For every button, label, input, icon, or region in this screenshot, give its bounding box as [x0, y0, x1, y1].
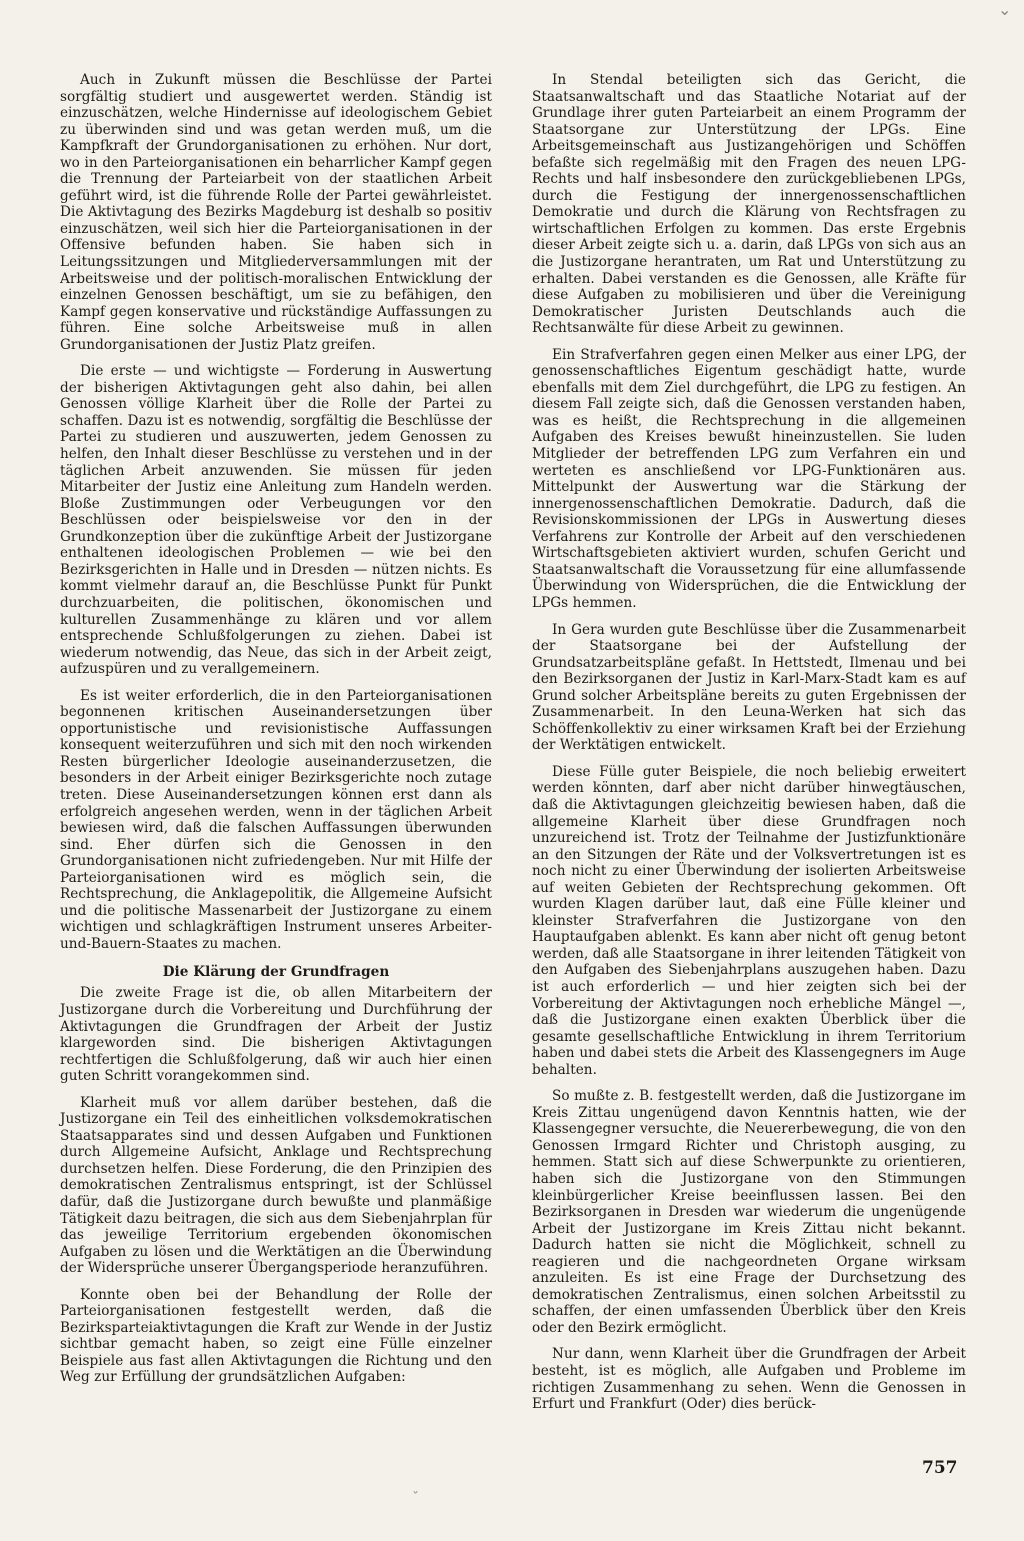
left-column	[60, 72, 492, 1396]
paragraph: Es ist weiter erforderlich, die in den Parteiorganisationen begonnenen kritischen Auseinandersetzungen über opportunistische und revisionistische Auffassungen konsequent weiterzuführen und sich mit den noch wirkenden Resten bürgerlicher Ideologie auseinanderzusetzen, die besonders in der Arbeit einiger Bezirksgerichte noch zutage treten. Diese Auseinandersetzungen können erst dann als erfolgreich angesehen werden, wenn in der täglichen Arbeit bewiesen wird, daß die falschen Auffassungen überwunden sind. Eher dürfen sich die Genossen in den Grundorganisationen nicht zufriedengeben. Nur mit Hilfe der Parteiorganisationen wird es möglich sein, die Rechtsprechung, die Anklagepolitik, die Allgemeine Aufsicht und die politische Massenarbeit der Justizorgane zu einem wichtigen und schlagkräftigen Instrument unseres Arbeiter-und-Bauern-Staates zu machen.	[60, 687, 492, 952]
paragraph: Diese Fülle guter Beispiele, die noch beliebig erweitert werden könnten, darf aber nicht darüber hinwegtäuschen, daß die Aktivtagungen gleichzeitig bewiesen haben, daß die allgemeine Klarheit über diese Grundfragen noch unzureichend ist. Trotz der Teilnahme der Justizfunktionäre an den Sitzungen der Räte und der Volksvertretungen ist es noch nicht zu einer Überwindung der isolierten Arbeitsweise auf weiten Gebieten der Rechtsprechung gekommen. Oft wurden Klagen darüber laut, daß eine Fülle kleiner und kleinster Strafverfahren die Justizorgane von den Hauptaufgaben ablenkt. Es kann aber nicht oft genug betont werden, daß alle Staatsorgane in ihrer leitenden Tätigkeit von den Aufgaben des Siebenjahrplans auszugehen haben. Dazu ist auch erforderlich — und hier zeigten sich bei der Vorbereitung der Aktivtagungen noch erhebliche Mängel —, daß die Justizorgane einen exakten Überblick über die gesamte gesellschaftliche Entwicklung in ihrem Territorium haben und dabei stets die Arbeit des Klassengegners im Auge behalten.	[532, 763, 966, 1078]
paragraph: Klarheit muß vor allem darüber bestehen, daß die Justizorgane ein Teil des einheitlichen volksdemokratischen Staatsapparates sind und dessen Aufgaben und Funktionen durch Allgemeine Aufsicht, Anklage und Rechtsprechung durchsetzen helfen. Diese Forderung, die den Prinzipien des demokratischen Zentralismus entspringt, ist der Schlüssel dafür, daß die Justizorgane durch bewußte und planmäßige Tätigkeit dazu beitragen, die sich aus dem Siebenjahrplan für das jeweilige Territorium ergebenden ökonomischen Aufgaben zu lösen und die Werktätigen an die Überwindung der Widersprüche unserer Übergangsperiode heranzuführen.	[60, 1094, 492, 1277]
scan-mark-icon: ˇ	[412, 1490, 419, 1506]
paragraph: Konnte oben bei der Behandlung der Rolle der Parteiorganisationen festgestellt werden, daß die Bezirksparteiaktivtagungen die Kraft zur Wende in der Justiz sichtbar gemacht haben, so zeigt eine Fülle einzelner Beispiele aus fast allen Aktivtagungen die Richtung und den Weg zur Erfüllung der grundsätzlichen Aufgaben:	[60, 1286, 492, 1386]
page-number: 757	[922, 1458, 958, 1478]
right-column	[532, 72, 966, 1423]
paragraph: Ein Strafverfahren gegen einen Melker aus einer LPG, der genossenschaftliches Eigentum geschädigt hatte, wurde ebenfalls mit dem Ziel durchgeführt, die LPG zu festigen. An diesem Fall zeigte sich, daß die Genossen verstanden haben, was es heißt, die Rechtsprechung in die allgemeinen Aufgaben des Kreises bewußt hineinzustellen. Sie luden Mitglieder der betreffenden LPG zum Verfahren ein und werteten es anschließend vor LPG-Funktionären aus. Mittelpunkt der Auswertung war die Stärkung der innergenossenschaftlichen Demokratie. Dadurch, daß die Revisionskommissionen der LPGs in Auswertung dieses Verfahrens zur Kontrolle der Arbeit auf den verschiedenen Wirtschaftsgebieten aktiviert wurden, schufen Gericht und Staatsanwaltschaft die Voraussetzung für eine allumfassende Überwindung von Widersprüchen, die die Entwicklung der LPGs hemmen.	[532, 346, 966, 611]
scan-mark-icon: ⌄	[998, 0, 1012, 19]
paragraph: In Gera wurden gute Beschlüsse über die Zusammenarbeit der Staatsorgane bei der Aufstellung der Grundsatzarbeitspläne gefaßt. In Hettstedt, Ilmenau und bei den Bezirksorganen der Justiz in Karl-Marx-Stadt kam es auf Grund solcher Arbeitspläne bereits zu guten Ergebnissen der Zusammenarbeit. In den Leuna-Werken hat sich das Schöffenkollektiv zu einer wirksamen Kraft bei der Erziehung der Werktätigen entwickelt.	[532, 621, 966, 754]
paragraph: So mußte z. B. festgestellt werden, daß die Justizorgane im Kreis Zittau ungenügend davon Kenntnis hatten, wie der Klassengegner versuchte, die Neuererbewegung, die von den Genossen Irmgard Richter und Christoph ausging, zu hemmen. Statt sich auf diese Schwerpunkte zu orientieren, haben sich die Justizorgane von den Stimmungen kleinbürgerlicher Kreise beeinflussen lassen. Bei den Bezirksorganen in Dresden war wiederum die ungenügende Arbeit der Justizorgane im Kreis Zittau nicht bekannt. Dadurch hatten sie nicht die Möglichkeit, schnell zu reagieren und die nachgeordneten Organe wirksam anzuleiten. Es ist eine Frage der Durchsetzung des demokratischen Zentralismus, einen solchen Arbeitsstil zu schaffen, der einen umfassenden Überblick über den Kreis oder den Bezirk ermöglicht.	[532, 1088, 966, 1336]
section-heading: Die Klärung der Grundfragen	[162, 964, 390, 981]
paragraph: In Stendal beteiligten sich das Gericht, die Staatsanwaltschaft und das Staatliche Notariat auf der Grundlage ihrer guten Parteiarbeit an einem Programm der Staatsorgane zur Unterstützung der LPGs. Eine Arbeitsgemeinschaft aus Justizangehörigen und Schöffen befaßte sich regelmäßig mit den Fragen des neuen LPG-Rechts und half insbesondere den zurückgebliebenen LPGs, durch die Festigung der innergenossenschaftlichen Demokratie und durch die Klärung von Rechtsfragen zu wirtschaftlichen Erfolgen zu kommen. Das erste Ergebnis dieser Arbeit zeigte sich u. a. darin, daß LPGs von sich aus an die Justizorgane herantraten, um Rat und Unterstützung zu erhalten. Dabei verstanden es die Genossen, alle Kräfte für diese Aufgaben zu mobilisieren und über die Vereinigung Demokratischer Juristen Deutschlands auch die Rechtsanwälte für diese Arbeit zu gewinnen.	[532, 72, 966, 337]
paragraph: Die zweite Frage ist die, ob allen Mitarbeitern der Justizorgane durch die Vorbereitung und Durchführung der Aktivtagungen die Grundfragen der Arbeit der Justiz klargeworden sind. Die bisherigen Aktivtagungen rechtfertigen die Schlußfolgerung, daß wir auch hier einen guten Schritt vorangekommen sind.	[60, 985, 492, 1085]
paragraph: Auch in Zukunft müssen die Beschlüsse der Partei sorgfältig studiert und ausgewertet werden. Ständig ist einzuschätzen, welche Hindernisse auf ideologischem Gebiet zu überwinden sind und was getan werden muß, um die Kampfkraft der Grundorganisationen zu erhöhen. Nur dort, wo in den Parteiorganisationen ein beharrlicher Kampf gegen die Trennung der Parteiarbeit von der staatlichen Arbeit geführt wird, ist die führende Rolle der Partei gewährleistet. Die Aktivtagung des Bezirks Magdeburg ist deshalb so positiv einzuschätzen, weil sich hier die Parteiorganisationen in der Offensive befunden haben. Sie haben sich in Leitungssitzungen und Mitgliederversammlungen mit der Arbeitsweise und der politisch-moralischen Entwicklung der einzelnen Genossen beschäftigt, um sie zu befähigen, den Kampf gegen konservative und rückständige Auffassungen zu führen. Eine solche Arbeitsweise muß in allen Grundorganisationen der Justiz Platz greifen.	[60, 72, 492, 353]
paragraph: Die erste — und wichtigste — Forderung in Auswertung der bisherigen Aktivtagungen geht also dahin, bei allen Genossen völlige Klarheit über die Rolle der Partei zu schaffen. Dazu ist es notwendig, sorgfältig die Beschlüsse der Partei zu studieren und auszuwerten, jedem Genossen zu helfen, den Inhalt dieser Beschlüsse zu verstehen und in der täglichen Arbeit anzuwenden. Sie müssen für jeden Mitarbeiter der Justiz eine Anleitung zum Handeln werden. Bloße Zustimmungen oder Verbeugungen vor den Beschlüssen oder beispielsweise vor den in der Grundkonzeption über die zukünftige Arbeit der Justizorgane enthaltenen ideologischen Problemen — wie bei den Bezirksgerichten in Halle und in Dresden — nützen nichts. Es kommt vielmehr darauf an, die Beschlüsse Punkt für Punkt durchzuarbeiten, die politischen, ökonomischen und kulturellen Zusammenhänge zu klären und vor allem entsprechende Schlußfolgerungen zu ziehen. Dabei ist wiederum notwendig, das Neue, das sich in der Arbeit zeigt, aufzuspüren und zu verallgemeinern.	[60, 363, 492, 678]
paragraph: Nur dann, wenn Klarheit über die Grundfragen der Arbeit besteht, ist es möglich, alle Aufgaben und Probleme im richtigen Zusammenhang zu sehen. Wenn die Genossen in Erfurt und Frankfurt (Oder) dies berück-	[532, 1346, 966, 1413]
